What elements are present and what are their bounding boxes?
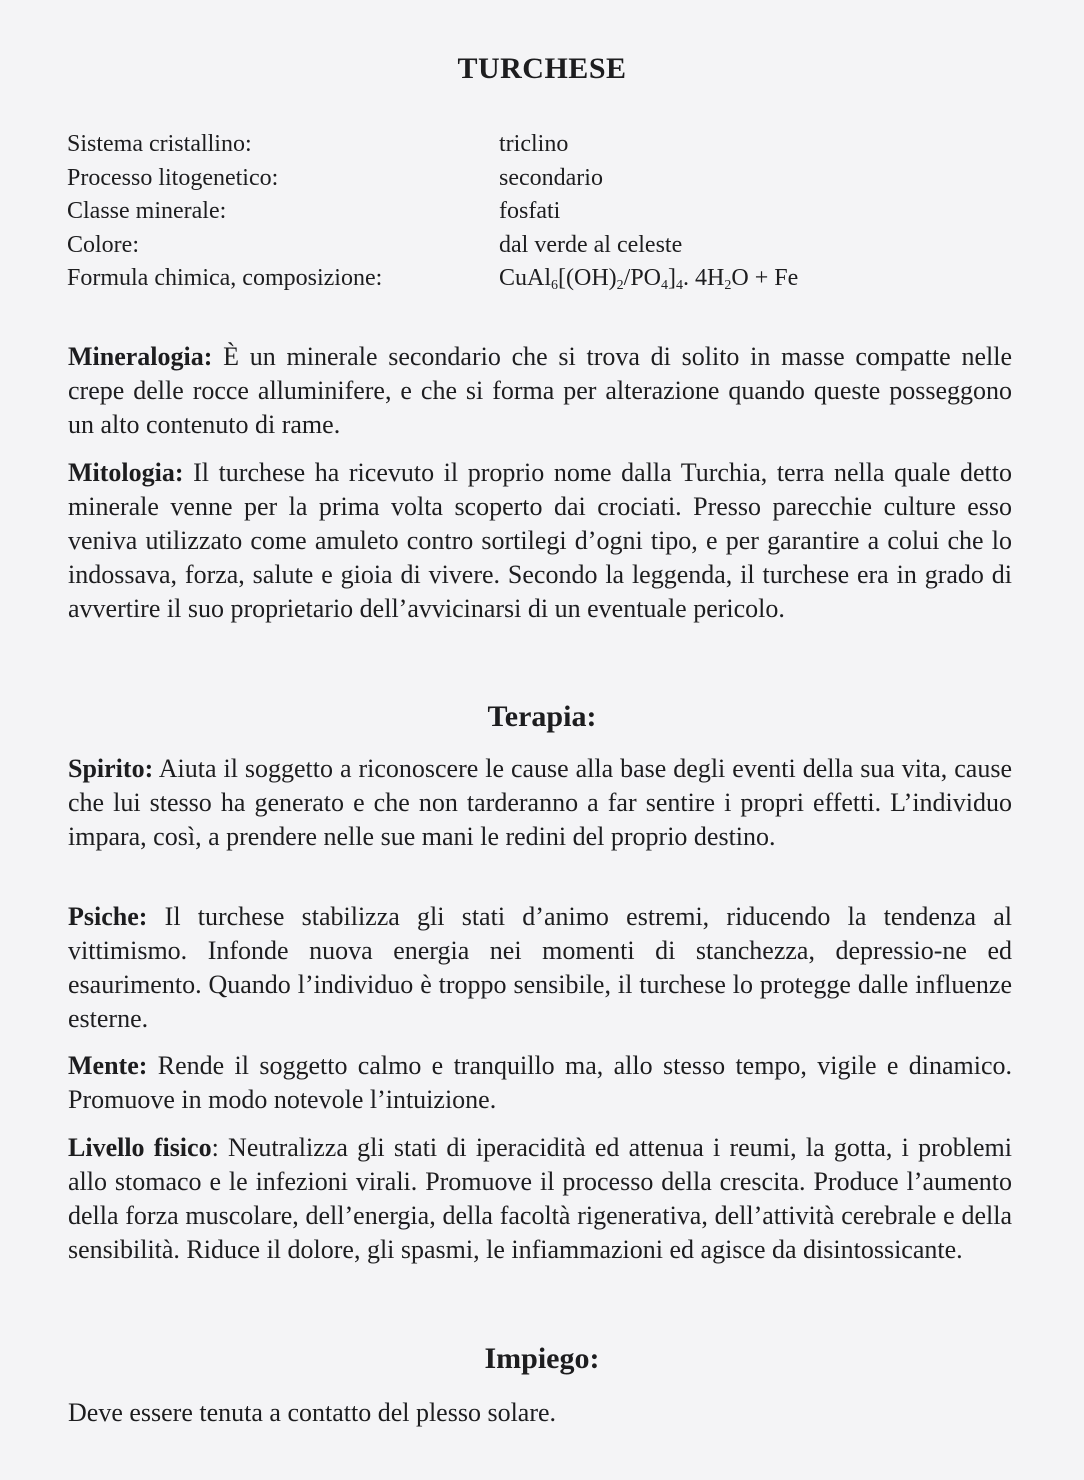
property-value: dal verde al celeste bbox=[499, 231, 683, 258]
property-label: Sistema cristallino: bbox=[67, 131, 252, 157]
formula-subscript: 6 bbox=[551, 278, 559, 293]
section-text: Il turchese stabilizza gli stati d’animo estremi, riducendo la tendenza al vittimismo. Infonde nuova energia nei momenti di stanchezza, depressio-ne ed esaurimento. Quando l’individuo è troppo sensibile, il turchese lo protegge dalle influenze esterne. bbox=[68, 902, 1012, 1033]
page-title: TURCHESE bbox=[457, 52, 627, 85]
formula-subscript: 2 bbox=[616, 278, 624, 293]
property-label: Colore: bbox=[67, 231, 139, 258]
section-text: Il turchese ha ricevuto il proprio nome dalla Turchia, terra nella quale detto minerale venne per la prima volta scoperto dai crociati. Presso parecchie culture esso veniva utilizzato come amuleto contro sortilegi d’ogni tipo, e per garantire a colui che lo indossava, forza, salute e gioia di vivere. Secondo la leggenda, il turchese era in grado di avvertire il suo proprietario dell’avvicinarsi di un eventuale pericolo. bbox=[68, 458, 1012, 623]
section-label: Mineralogia: bbox=[68, 342, 213, 371]
section-text: : Neutralizza gli stati di iperacidità ed attenua i reumi, la gotta, i problemi allo stomaco e le infezioni virali. Promuove il processo della crescita. Produce l’aumento della forza muscolare, dell’energia, della facoltà rigenerativa, dell’attività cerebrale e della sensibilità. Riduce il dolore, gli spasmi, le infiammazioni ed agisce da disintossicante. bbox=[68, 1133, 1012, 1264]
section-text: Aiuta il soggetto a riconoscere le cause alla base degli eventi della sua vita, cause che lui stesso ha generato e che non tarderanno a far sentire i propri effetti. L’individuo impara, così, a prendere nelle sue mani le redini del proprio destino. bbox=[68, 754, 1012, 851]
section-label: Psiche: bbox=[68, 902, 148, 931]
livello-fisico-paragraph bbox=[68, 1131, 1012, 1267]
property-label: Classe minerale: bbox=[67, 198, 227, 224]
terapia-heading: Terapia: bbox=[487, 700, 597, 733]
section-text: Rende il soggetto calmo e tranquillo ma, allo stesso tempo, vigile e dinamico. Promuove in modo notevole l’intuizione. bbox=[68, 1051, 1012, 1114]
impiego-paragraph: Deve essere tenuta a contatto del plesso solare. bbox=[68, 1398, 557, 1427]
formula-subscript: 2 bbox=[724, 278, 732, 293]
psiche-paragraph bbox=[68, 900, 1012, 1036]
impiego-heading: Impiego: bbox=[484, 1342, 600, 1375]
section-label: Spirito: bbox=[68, 754, 154, 783]
formula-text: O + Fe bbox=[731, 265, 799, 291]
formula-text: [(OH) bbox=[558, 265, 617, 291]
property-value: secondario bbox=[499, 164, 603, 191]
property-label: Formula chimica, composizione: bbox=[67, 265, 383, 291]
formula-subscript: 4 bbox=[661, 278, 669, 293]
formula-text: CuAl bbox=[499, 265, 552, 291]
property-row bbox=[67, 128, 967, 162]
properties-table bbox=[67, 128, 967, 296]
section-label: Mitologia: bbox=[68, 458, 184, 487]
formula-text: . 4H bbox=[683, 265, 725, 291]
property-row bbox=[67, 162, 967, 196]
property-row bbox=[67, 229, 967, 263]
formula-text: /PO bbox=[623, 265, 662, 291]
property-row bbox=[67, 262, 967, 296]
section-text: È un minerale secondario che si trova di solito in masse compatte nelle crepe delle rocce alluminifere, e che si forma per alterazione quando queste posseggono un alto contenuto di rame. bbox=[68, 342, 1012, 439]
section-label: Mente: bbox=[68, 1051, 148, 1080]
mineralogia-paragraph bbox=[68, 340, 1012, 442]
mitologia-paragraph bbox=[68, 456, 1012, 626]
property-label: Processo litogenetico: bbox=[67, 164, 279, 191]
mente-paragraph bbox=[68, 1049, 1012, 1117]
property-value: triclino bbox=[499, 131, 569, 157]
spirito-paragraph bbox=[68, 752, 1012, 854]
formula-text: ] bbox=[668, 265, 677, 291]
section-label: Livello fisico bbox=[68, 1133, 212, 1162]
chemical-formula bbox=[499, 262, 967, 296]
property-value: fosfati bbox=[499, 198, 561, 224]
formula-subscript: 4 bbox=[676, 278, 684, 293]
property-row bbox=[67, 195, 967, 229]
